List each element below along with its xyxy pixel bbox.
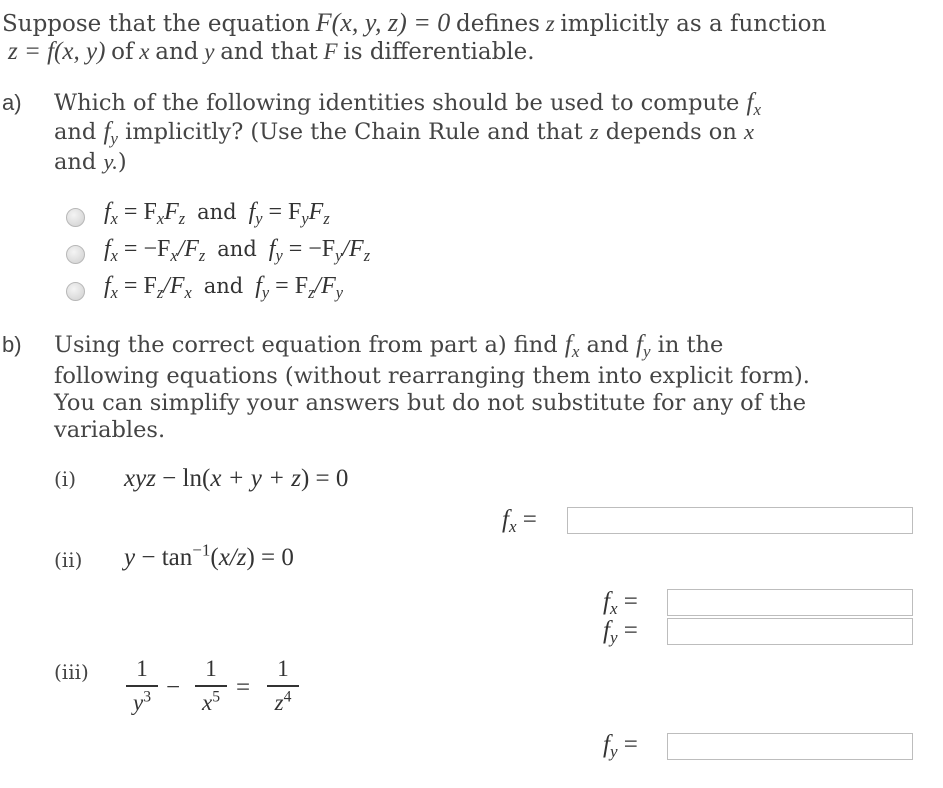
- part-b-line-2: following equations (without rearranging them into explicit form).: [54, 363, 810, 389]
- item-iii-label: (iii): [54, 660, 89, 684]
- intro-text: of: [111, 39, 134, 65]
- minus-sign: −: [166, 674, 181, 701]
- part-b-line-4: variables.: [54, 417, 166, 443]
- equation-ii: $y - \tan^{-1}(x/z) = 0$: [124, 540, 294, 571]
- question-text: ): [117, 149, 127, 175]
- part-a-line-2: [54, 118, 754, 149]
- answer-3-label: $f_y$ =: [603, 617, 638, 648]
- question-text: in the: [657, 332, 724, 358]
- var-z: z: [545, 11, 555, 36]
- equals-sign: =: [236, 674, 251, 701]
- fy-symbol: $f_y$: [103, 118, 118, 149]
- fx-symbol: $f_x$: [746, 89, 762, 120]
- answer-3-input[interactable]: [667, 618, 913, 645]
- question-text: Which of the following identities should be used to compute: [54, 90, 740, 116]
- intro-text: Suppose that the equation: [2, 11, 311, 37]
- var-y: y.: [103, 149, 118, 174]
- answer-1-label: $f_x$ =: [502, 506, 537, 537]
- equation-F: F(x, y, z) = 0: [315, 8, 451, 37]
- answer-4-label: $f_y$ =: [603, 731, 638, 762]
- fx-symbol: $f_x$: [564, 331, 580, 362]
- intro-text: and that: [220, 39, 318, 65]
- question-text: Using the correct equation from part a) find: [54, 332, 558, 358]
- fy-symbol: $f_y$: [635, 331, 651, 362]
- answer-2-input[interactable]: [667, 589, 913, 616]
- intro-text: is differentiable.: [343, 39, 535, 65]
- equation-i: xyz − ln(x + y + z) = 0: [124, 465, 349, 492]
- part-a-line-1: [54, 89, 762, 120]
- question-text: implicitly? (Use the Chain Rule and that: [125, 119, 583, 145]
- var-x: x: [139, 39, 150, 64]
- var-F: F: [323, 39, 338, 64]
- radio-option-1[interactable]: [66, 208, 85, 227]
- fraction-3: 1 $z^4$: [267, 656, 299, 716]
- var-y: y: [204, 39, 215, 64]
- answer-4-input[interactable]: [667, 733, 913, 760]
- intro-text: and: [155, 39, 199, 65]
- option-1-label[interactable]: $f_x = F_xF_z$ and $f_y = F_yF_z$: [104, 199, 330, 228]
- answer-2-label: $f_x$ =: [603, 588, 638, 619]
- intro-text: defines: [456, 11, 540, 37]
- intro-line-2: [8, 38, 535, 66]
- question-text: and: [54, 119, 97, 145]
- item-ii-label: (ii): [54, 548, 83, 572]
- radio-option-3[interactable]: [66, 282, 85, 301]
- part-a-label: a): [2, 90, 22, 115]
- radio-option-2[interactable]: [66, 245, 85, 264]
- var-z: z: [589, 119, 599, 144]
- var-x: x: [744, 119, 754, 144]
- intro-line-1: [2, 8, 826, 38]
- equation-z: z = f(x, y): [8, 38, 106, 65]
- fraction-1: 1 $y^3$: [126, 656, 158, 716]
- option-2-label[interactable]: $f_x = -F_x/F_z$ and $f_y = -F_y/F_z$: [104, 236, 371, 265]
- part-a-line-3: [54, 149, 127, 175]
- option-3-label[interactable]: $f_x = F_z/F_x$ and $f_y = F_z/F_y$: [104, 273, 343, 302]
- question-text: depends on: [605, 119, 737, 145]
- question-text: and: [586, 332, 629, 358]
- question-text: and: [54, 149, 97, 175]
- part-b-line-3: You can simplify your answers but do not substitute for any of the: [54, 390, 807, 416]
- fraction-2: 1 $x^5$: [195, 656, 227, 716]
- intro-text: implicitly as a function: [560, 11, 827, 37]
- part-b-label: b): [2, 332, 22, 357]
- part-b-line-1: [54, 331, 724, 362]
- item-i-label: (i): [54, 467, 77, 491]
- answer-1-input[interactable]: [567, 507, 913, 534]
